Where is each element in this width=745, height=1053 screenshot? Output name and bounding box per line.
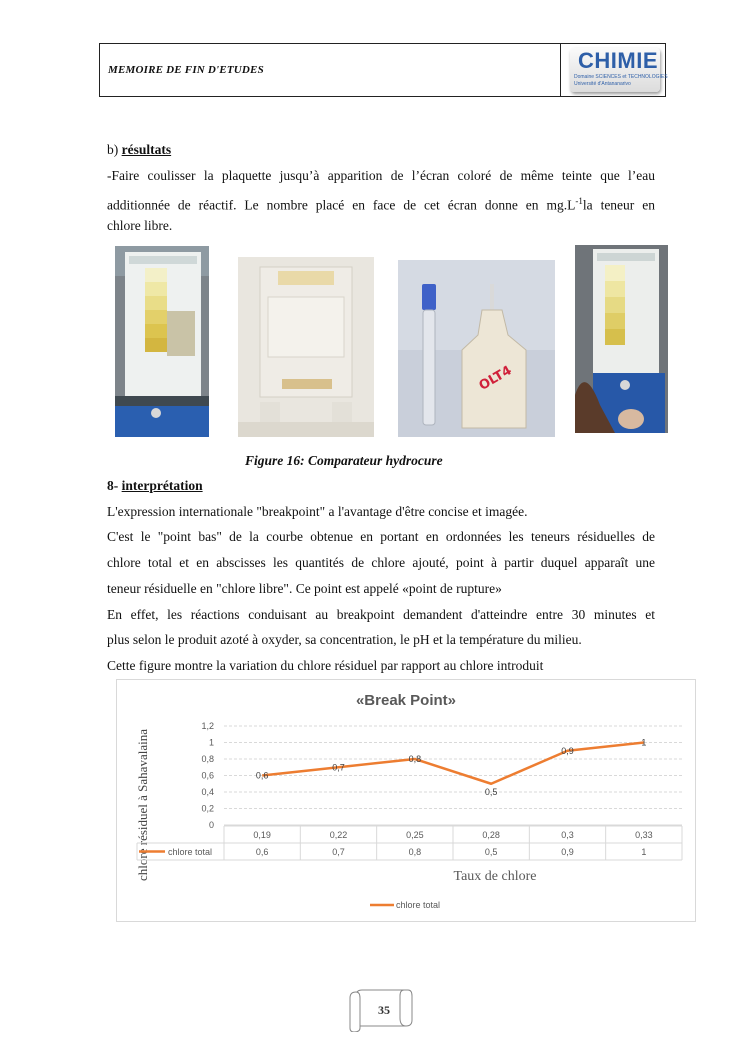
chart-x-category-label: 0,19	[253, 830, 271, 840]
figure-caption: Figure 16: Comparateur hydrocure	[245, 453, 443, 468]
interpretation-line-6: plus selon le produit azoté à oxyder, sa concentration, le pH et la température du milieu.	[107, 632, 582, 647]
data-label: 1	[641, 737, 647, 748]
results-line-1: -Faire coulisser la plaquette jusqu’à apparition de l’écran coloré de même teinte que l’eau	[107, 168, 655, 183]
chart-y-tick-label: 0,2	[201, 803, 214, 814]
page-header	[99, 43, 666, 97]
break-point-chart	[116, 679, 696, 922]
chimie-logo	[570, 48, 668, 92]
data-label: 0,9	[561, 745, 574, 756]
results-line-2: additionnée de réactif. Le nombre placé en face de cet écran donne en $mg.L^{-1}la$ teneur en	[107, 196, 655, 213]
interpretation-line-7: Cette figure montre la variation du chlore résiduel par rapport au chlore introduit	[107, 658, 544, 673]
chart-y-axis-label: chlore résiduel à Sahavalaina	[135, 729, 150, 881]
chart-x-category-label: 0,33	[635, 830, 653, 840]
chart-y-tick-label: 0	[208, 820, 214, 830]
chart-svg	[117, 680, 695, 921]
chart-x-category-label: 0,22	[329, 830, 348, 840]
chart-x-category-label: 0,25	[406, 830, 424, 840]
table-value-cell: 0,8	[408, 847, 422, 857]
logo-university: Université d'Antananarivo	[574, 81, 631, 87]
data-label: 0,5	[484, 786, 498, 797]
chart-x-axis-label: Taux de chlore	[453, 869, 537, 884]
chart-y-tick-label: 0,8	[201, 754, 214, 764]
logo-subtitle: Domaine SCIENCES et TECHNOLOGIES	[574, 74, 668, 80]
interpretation-line-5: En effet, les réactions conduisant au breakpoint demandent d'atteindre entre 30 minutes et	[107, 607, 655, 622]
chart-y-tick-label: 1	[208, 737, 214, 748]
series-line-chlore-total	[262, 743, 644, 784]
page-number: 35	[378, 1003, 390, 1017]
table-value-cell: 0,6	[255, 847, 269, 857]
interpretation-line-2: C'est le "point bas" de la courbe obtenue en portant en ordonnées les teneurs résiduelles de	[107, 529, 655, 544]
page-number-scroll	[348, 988, 414, 1032]
chart-title: «Break Point»	[355, 692, 457, 709]
results-line-3: chlore libre.	[107, 218, 173, 233]
chart-x-category-label: 0,28	[482, 830, 500, 840]
chart-y-tick-label: 0,4	[201, 787, 214, 797]
logo-text: CHIMIE	[578, 48, 658, 73]
photo-comparator-2	[575, 245, 668, 433]
legend-label: chlore total	[396, 900, 441, 910]
photo-reagent-bottle	[398, 260, 555, 437]
table-value-cell: 1	[641, 847, 647, 857]
interpretation-line-4: teneur résiduelle en "chlore libre". Ce point est appelé «point de rupture»	[107, 581, 502, 596]
interpretation-heading: 8- interprétation	[107, 478, 203, 493]
results-heading: b) résultats	[107, 142, 172, 157]
table-series-name: chlore total	[168, 847, 213, 857]
table-value-cell: 0,7	[332, 847, 345, 857]
header-title: MEMOIRE DE FIN D'ETUDES	[108, 64, 264, 76]
table-value-cell: 0,9	[561, 847, 574, 857]
bottle-label: OLT4	[476, 363, 515, 394]
chart-y-tick-label: 0,6	[201, 770, 214, 781]
photo-comparator-1	[115, 246, 209, 437]
data-label: 0,6	[255, 770, 269, 781]
data-label: 0,7	[332, 762, 345, 773]
data-label: 0,8	[408, 754, 422, 764]
chart-x-category-label: 0,3	[561, 830, 574, 840]
interpretation-line-3: chlore total et en abscisses les quantités de chlore ajouté, point à partir duquel apparaît une	[107, 555, 655, 570]
photo-comparator-box	[238, 257, 374, 437]
table-value-cell: 0,5	[484, 847, 498, 857]
header-divider	[560, 44, 561, 96]
chart-y-tick-label: 1,2	[201, 721, 214, 731]
interpretation-line-1: L'expression internationale "breakpoint" a l'avantage d'être concise et imagée.	[107, 504, 528, 519]
